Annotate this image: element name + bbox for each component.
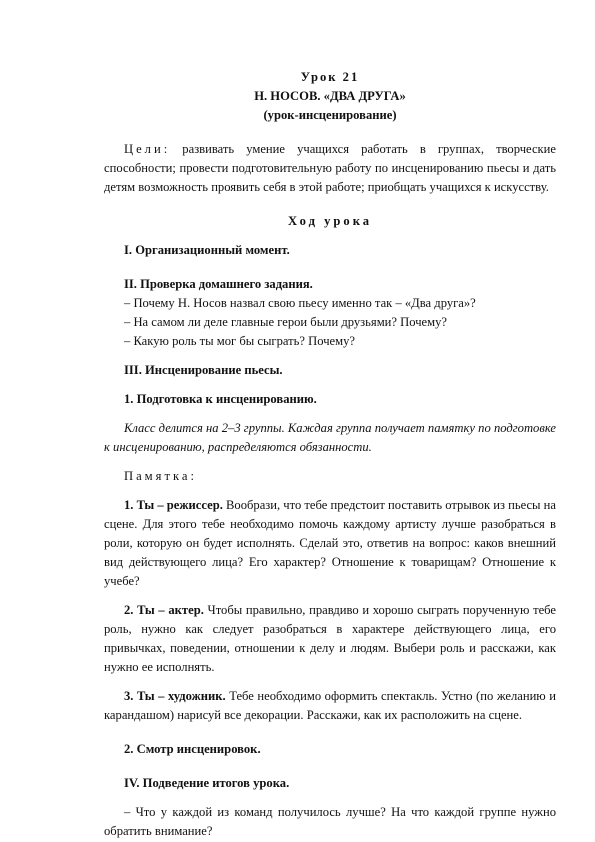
subsection-3-2-heading: 2. Смотр инсценировок. xyxy=(124,742,261,756)
memo-item-text: Чтобы правильно, правдиво и хорошо сыграть порученную тебе роль, нужно как следует разобраться в характере действующего лица, его привычках, поведении, отношении к делу и людям. Выбери роль и расскажи, как нужно ее исполнять. xyxy=(104,603,556,674)
lesson-type: (урок-инсценирование) xyxy=(263,108,397,122)
document-page xyxy=(104,66,556,841)
memo-item-actor xyxy=(104,601,556,677)
memo-item-lead: 2. Ты – актер. xyxy=(124,603,204,617)
memo-item-lead: 3. Ты – художник. xyxy=(124,689,226,703)
final-question: – Что у каждой из команд получилось лучше? На что каждой группе нужно обратить внимание? xyxy=(104,805,556,838)
question-3: – Какую роль ты мог бы сыграть? Почему? xyxy=(124,334,355,348)
goals-label: Цели: xyxy=(124,142,171,156)
memo-item-artist xyxy=(104,687,556,725)
question-1: – Почему Н. Носов назвал свою пьесу именно так – «Два друга»? xyxy=(124,296,476,310)
section-4-heading: IV. Подведение итогов урока. xyxy=(124,776,290,790)
goals-text: развивать умение учащихся работать в группах, творческие способности; провести подготовительную работу по инсценированию пьесы и дать детям возможность проявить себя в этой работе; приобщать учащихся к искусству. xyxy=(104,142,556,194)
memo-item-director xyxy=(104,496,556,591)
memo-item-text: Вообрази, что тебе предстоит поставить отрывок из пьесы на сцене. Для этого тебе необходимо помочь каждому артисту лучше разобраться в роли, которую он будет исполнять. Сделай это, ответив на вопрос: каков внешний вид действующего лица? Его характер? Отношение к товарищам? Отношение к учебе? xyxy=(104,498,556,588)
goals-paragraph xyxy=(104,140,556,197)
group-note: Класс делится на 2–3 группы. Каждая группа получает памятку по подготовке к инсценированию, распределяются обязанности. xyxy=(104,421,556,454)
section-2-heading: II. Проверка домашнего задания. xyxy=(124,277,313,291)
lesson-number: Урок 21 xyxy=(300,70,360,84)
question-2: – На самом ли деле главные герои были друзьями? Почему? xyxy=(124,315,447,329)
subsection-3-1-heading: 1. Подготовка к инсценированию. xyxy=(124,392,317,406)
lesson-title: Н. НОСОВ. «ДВА ДРУГА» xyxy=(254,89,406,103)
course-heading: Ход урока xyxy=(287,214,373,228)
section-1-heading: I. Организационный момент. xyxy=(124,243,290,257)
memo-label: Памятка: xyxy=(124,469,197,483)
memo-item-text: Тебе необходимо оформить спектакль. Устно (по желанию и карандашом) нарисуй все декорации. Расскажи, как их расположить на сцене. xyxy=(104,689,556,722)
memo-item-lead: 1. Ты – режиссер. xyxy=(124,498,223,512)
section-3-heading: III. Инсценирование пьесы. xyxy=(124,363,283,377)
